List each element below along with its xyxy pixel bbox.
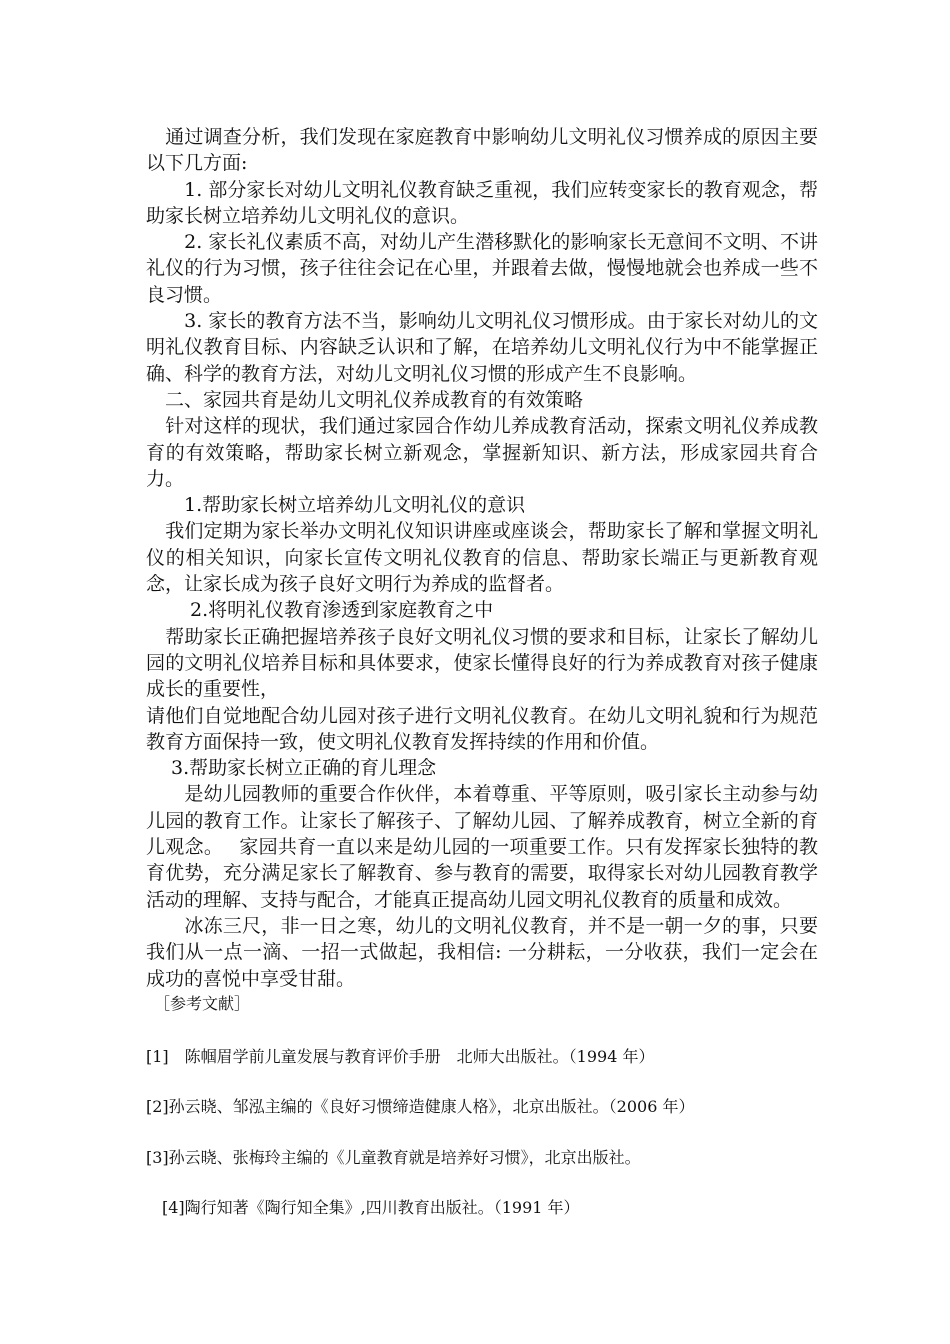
paragraph-point-2: 2. 家长礼仪素质不高，对幼儿产生潜移默化的影响家长无意间不文明、不讲礼仪的行为习惯，孩子往往会记在心里，并跟着去做，慢慢地就会也养成一些不良习惯。 (146, 231, 818, 306)
reference-item: [4]陶行知著《陶行知全集》,四川教育出版社。（1991 年） (146, 1198, 580, 1217)
document-body (146, 124, 818, 1016)
paragraph-intro: 通过调查分析，我们发现在家庭教育中影响幼儿文明礼仪习惯养成的原因主要以下几方面: (146, 126, 818, 175)
reference-item: [3]孙云晓、张梅玲主编的《儿童教育就是培养好习惯》，北京出版社。 (146, 1148, 641, 1167)
paragraph-subsection-2a: 帮助家长正确把握培养孩子良好文明礼仪习惯的要求和目标，让家长了解幼儿园的文明礼仪培养目标和具体要求，使家长懂得良好的行为养成教育对孩子健康成长的重要性， (146, 625, 818, 701)
reference-item: [2]孙云晓、邹泓主编的《良好习惯缔造健康人格》，北京出版社。（2006 年） (146, 1097, 695, 1116)
paragraph-point-3: 3. 家长的教育方法不当，影响幼儿文明礼仪习惯形成。由于家长对幼儿的文明礼仪教育目标、内容缺乏认识和了解，在培养幼儿文明礼仪行为中不能掌握正确、科学的教育方法，对幼儿文明礼仪习惯的形成产生不良影响。 (146, 310, 818, 385)
references-heading: ［参考文献］ (146, 993, 251, 1013)
subheading-1: 1.帮助家长树立培养幼儿文明礼仪的意识 (146, 494, 526, 517)
subheading-3: 3.帮助家长树立正确的育儿理念 (146, 757, 437, 780)
paragraph-subsection-2b: 请他们自觉地配合幼儿园对孩子进行文明礼仪教育。在幼儿文明礼貌和行为规范教育方面保持一致，使文明礼仪教育发挥持续的作用和价值。 (146, 704, 818, 753)
paragraph-subsection-3: 是幼儿园教师的重要合作伙伴，本着尊重、平等原则，吸引家长主动参与幼儿园的教育工作。让家长了解孩子、了解幼儿园、了解养成教育，树立全新的育儿观念。 家园共育一直以来是幼儿园的一项重要工作。只有发挥家长独特的教育优势，充分满足家长了解教育、参与教育的需要，取得家长对幼儿园教育教学活动的理解、支持与配合，才能真正提高幼儿园文明礼仪教育的质量和成效。 (146, 783, 818, 911)
reference-item: [1] 陈帼眉学前儿童发展与教育评价手册 北师大出版社。（1994 年） (146, 1047, 655, 1066)
paragraph-conclusion: 冰冻三尺，非一日之寒，幼儿的文明礼仪教育，并不是一朝一夕的事，只要我们从一点一滴、一招一式做起，我相信: 一分耕耘，一分收获，我们一定会在成功的喜悦中享受甘甜。 (146, 914, 818, 990)
paragraph-point-1: 1. 部分家长对幼儿文明礼仪教育缺乏重视，我们应转变家长的教育观念，帮助家长树立培养幼儿文明礼仪的意识。 (146, 178, 818, 227)
paragraph-strategy-intro: 针对这样的现状，我们通过家园合作幼儿养成教育活动，探索文明礼仪养成教育的有效策略，帮助家长树立新观念，掌握新知识、新方法，形成家园共育合力。 (146, 415, 818, 490)
paragraph-subsection-1: 我们定期为家长举办文明礼仪知识讲座或座谈会，帮助家长了解和掌握文明礼仪的相关知识，向家长宣传文明礼仪教育的信息、帮助家长端正与更新教育观念，让家长成为孩子良好文明行为养成的监督者。 (146, 520, 818, 596)
section-heading-2: 二、家园共育是幼儿文明礼仪养成教育的有效策略 (146, 388, 584, 411)
subheading-2: 2.将明礼仪教育渗透到家庭教育之中 (146, 599, 494, 622)
